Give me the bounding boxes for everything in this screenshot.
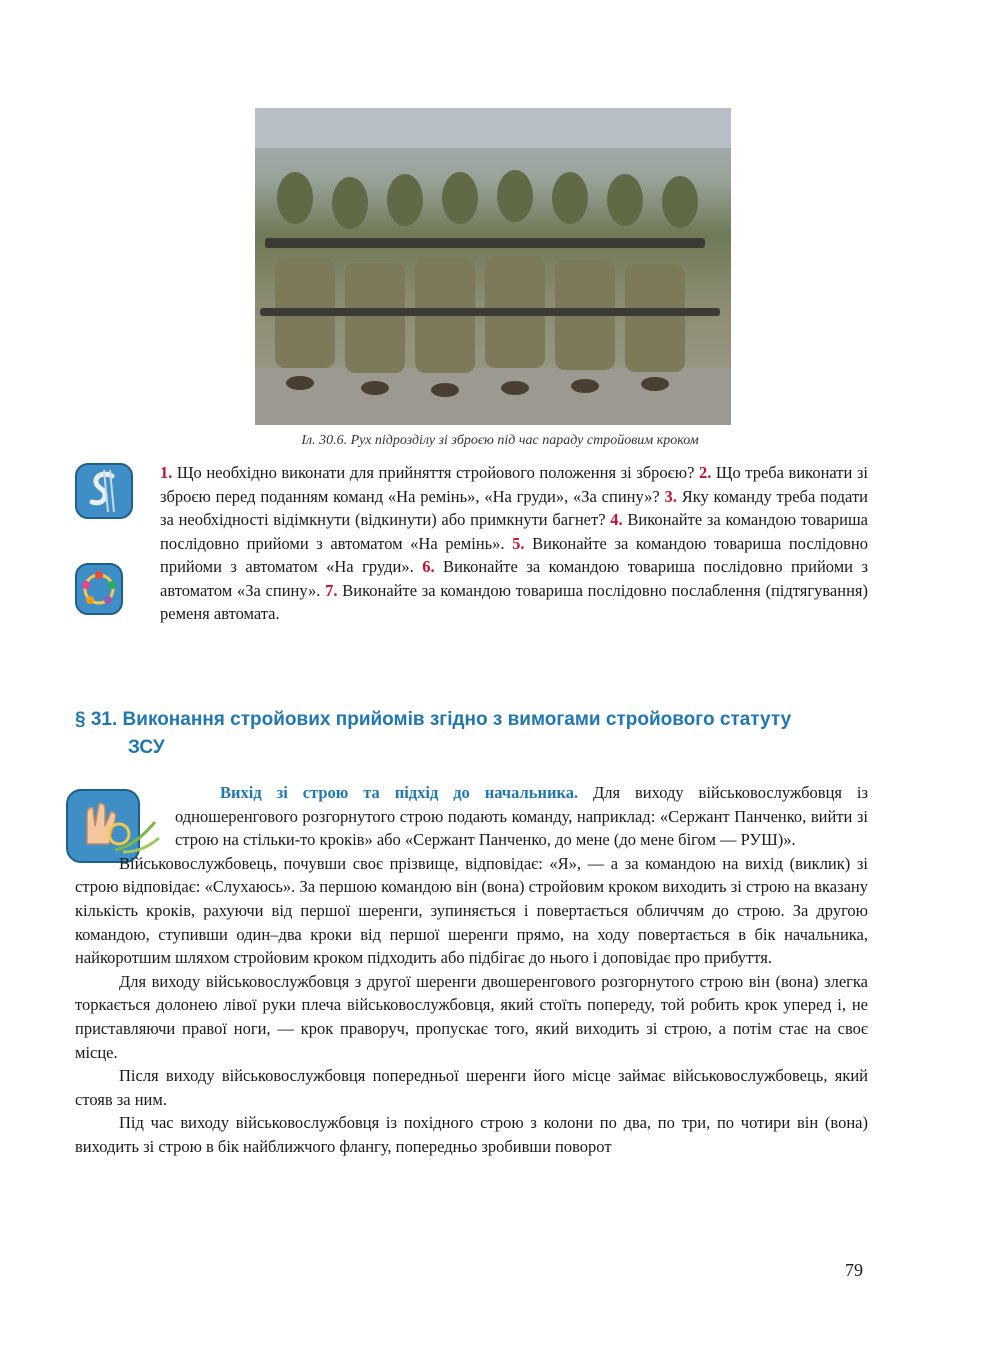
section-title-line1: § 31. Виконання стройових прийомів згідно з вимогами стройового статуту xyxy=(75,709,792,730)
intro-paragraph xyxy=(75,781,868,852)
question-6-number: 6. xyxy=(422,557,435,576)
question-3-number: 3. xyxy=(664,486,677,506)
question-6-text: Виконайте за командою товариша послідовно прийоми з автоматом «За спину». xyxy=(160,557,868,600)
question-7-number: 7. xyxy=(325,580,338,600)
paragraph-4: Під час виходу військовослужбовця із похідного строю з колони по два, по три, по чотири він (вона) виходить зі строю в бік найближчого флангу, попередньо зробивши поворот xyxy=(75,1113,868,1156)
question-1-number: 1. xyxy=(160,463,173,482)
intro-text: Для виходу військовослужбовця із одношеренгового розгорнутого строю подають команду, наприклад: «Сержант Панченко, вийти зі строю на стільки-то кроків» або «Сержант Панченко, до мене (до мене бігом — РУШ)». xyxy=(175,783,868,850)
parade-illustration xyxy=(255,108,731,425)
question-2-text: Що треба виконати зі зброєю перед поданням команд «На ремінь», «На груди», «За спину»? xyxy=(160,463,868,506)
page-number: 79 xyxy=(845,1260,863,1280)
paragraph-3: Після виходу військовослужбовця попередньої шеренги його місце займає військовослужбовець, який стояв за ним. xyxy=(75,1066,868,1109)
question-3-text: Яку команду треба подати за необхідності відімкнути (відкинути) або примкнути багнет? xyxy=(160,486,868,529)
question-5-text: Виконайте за командою товариша послідовно прийоми з автоматом «На груди». xyxy=(160,533,868,576)
section-title-line2: ЗСУ xyxy=(128,737,165,758)
question-4-text: Виконайте за командою товариша послідовно прийоми з автоматом «На ремінь». xyxy=(160,510,869,553)
questions-icon xyxy=(74,462,134,520)
question-1-text: Що необхідно виконати для прийняття стройового положення зі зброєю? xyxy=(172,463,699,482)
section-body xyxy=(75,781,868,1159)
subsection-heading: Вихід зі строю та підхід до начальника. xyxy=(220,783,579,802)
question-5-number: 5. xyxy=(512,533,525,553)
paragraph-1: Військовослужбовець, почувши своє прізвище, відповідає: «Я», — а за командою на вихід (виклик) зі строю відповідає: «Слухаюсь». За першою командою він (вона) стройовим кроком виходить зі строю на вказану кількість кроків, рахуючи від першої шеренги, зупиняється і повертається обличчям до строю. За другою командою, ступивши один–два кроки від першої шеренги прямо, на ходу повертається в бік начальника, найкоротшим шляхом стройовим кроком підходить або підбігає до нього і доповідає про прибуття. xyxy=(75,853,868,968)
question-2-number: 2. xyxy=(698,463,712,482)
question-4-number: 4. xyxy=(610,510,623,529)
group-work-icon xyxy=(74,562,124,616)
section-title xyxy=(75,706,875,762)
figure-caption: Іл. 30.6. Рух підрозділу зі зброєю під час параду стройовим кроком xyxy=(301,433,699,448)
parade-photo xyxy=(255,108,731,425)
paragraph-2: Для виходу військовослужбовця з другої шеренги двошеренгового розгорнутого строю він (вона) злегка торкається долонею лівої руки плеча військовослужбовця, який стоїть попереду, той робить крок уперед і, не приставляючи правої ноги, — крок праворуч, пропускає того, який виходить зі строю, а потім стає на своє місце. xyxy=(75,971,868,1062)
questions-block xyxy=(160,461,868,626)
question-7-text: Виконайте за командою товариша послідовно послаблення (підтягування) ременя автомата. xyxy=(160,580,868,623)
